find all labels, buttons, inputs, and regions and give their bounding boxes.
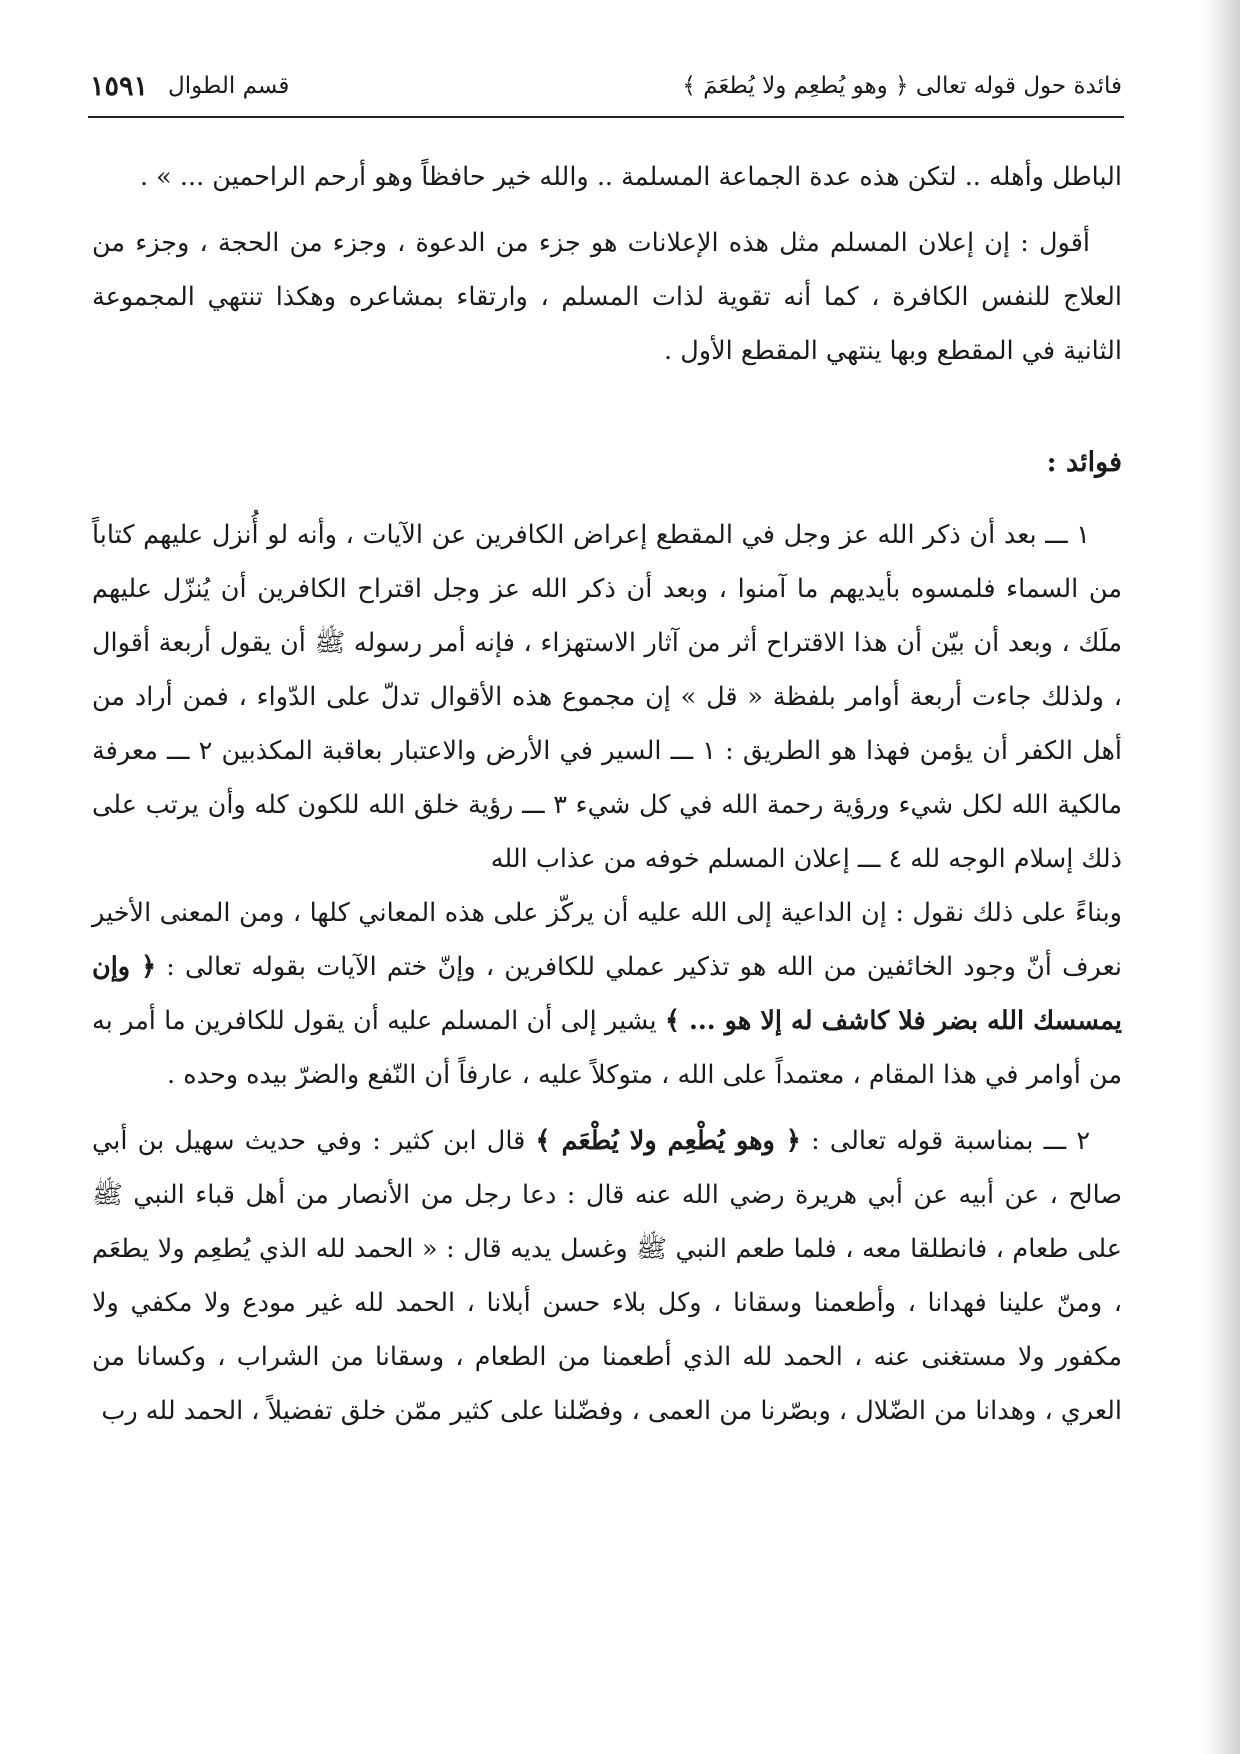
page-edge-shadow [1202,0,1240,1754]
page-meta [90,71,289,102]
running-title: فائدة حول قوله تعالى ﴿ وهو يُطعِم ولا يُطعَمَ ﴾ [682,73,1122,99]
benefit-2-intro: ٢ ـــ بمناسبة قوله تعالى : [811,1126,1091,1156]
header-rule [88,116,1124,118]
benefit-1-conclusion-paragraph [92,886,1122,1102]
running-header [90,64,1122,108]
section-name: قسم الطوال [168,73,290,99]
quran-verse-quote: ﴿ وإن يمسسك الله بضر فلا كاشف له إلا هو ... ﴾ [92,952,1122,1036]
page-number: ١٥٩١ [90,70,149,102]
paragraph-continuation: الباطل وأهله .. لتكن هذه عدة الجماعة المسلمة .. والله خير حافظاً وهو أرحم الراحمين ... » . [139,162,1122,192]
page-body [92,150,1122,1438]
benefit-2-paragraph [92,1114,1122,1438]
conclusion-text-start: وبناءً على ذلك نقول : إن الداعية إلى الله عليه أن يركّز على هذه المعاني كلها ، ومن المعنى الأخير نعرف أنّ وجود الخائفين من الله هو تذكير عملي للكافرين ، وإنّ ختم الآيات بقوله تعالى : [92,898,1122,982]
paragraph-comment: أقول : إن إعلان المسلم مثل هذه الإعلانات هو جزء من الدعوة ، وجزء من الحجة ، وجزء من العلاج للنفس الكافرة ، كما أنه تقوية لذات المسلم ، وارتقاء بمشاعره وهكذا تنتهي المجموعة الثانية في المقطع وبها ينتهي المقطع الأول . [92,228,1122,366]
hadith-text: قال ابن كثير : وفي حديث سهيل بن أبي صالح ، عن أبيه عن أبي هريرة رضي الله عنه قال : دعا رجل من الأنصار من أهل قباء النبي ﷺ على طعام ، فانطلقا معه ، فلما طعم النبي ﷺ وغسل يديه قال : « الحمد لله الذي يُطعِم ولا يطعَم ، ومنّ علينا فهدانا ، وأطعمنا وسقانا ، وكل بلاء حسن أبلانا ، الحمد لله غير مودع ولا مكفي ولا مكفور ولا مستغنى عنه ، الحمد لله الذي أطعمنا من الطعام ، وسقانا من الشراب ، وكسانا من العري ، وهدانا من الضّلال ، وبصّرنا من العمى ، وفضّلنا على كثير ممّن خلق تفضيلاً ، الحمد لله رب [92,1126,1122,1426]
conclusion-text-end: يشير إلى أن المسلم عليه أن يقول للكافرين ما أمر به من أوامر في هذا المقام ، معتمداً على الله ، متوكلاً عليه ، عارفاً أن النّفع والضرّ بيده وحده . [92,1006,1122,1090]
benefits-heading: فوائد : [1046,447,1122,478]
benefit-1-paragraph: ١ ـــ بعد أن ذكر الله عز وجل في المقطع إعراض الكافرين عن الآيات ، وأنه لو أُنزل عليهم كتاباً من السماء فلمسوه بأيديهم ما آمنوا ، وبعد أن ذكر الله عز وجل اقتراح الكافرين أن يُنزّل عليهم ملَك ، وبعد أن بيّن أن هذا الاقتراح أثر من آثار الاستهزاء ، فإنه أمر رسوله ﷺ أن يقول أربعة أقوال ، ولذلك جاءت أربعة أوامر بلفظة « قل » إن مجموع هذه الأقوال تدلّ على الدّواء ، فمن أراد من أهل الكفر أن يؤمن فهذا هو الطريق : ١ ـــ السير في الأرض والاعتبار بعاقبة المكذبين ٢ ـــ معرفة مالكية الله لكل شيء ورؤية رحمة الله في كل شيء ٣ ـــ رؤية خلق الله للكون كله وأن يرتب على ذلك إسلام الوجه لله ٤ ـــ إعلان المسلم خوفه من عذاب الله [92,520,1122,874]
quran-verse-quote-2: ﴿ وهو يُطْعِم ولا يُطْعَم ﴾ [535,1126,801,1156]
